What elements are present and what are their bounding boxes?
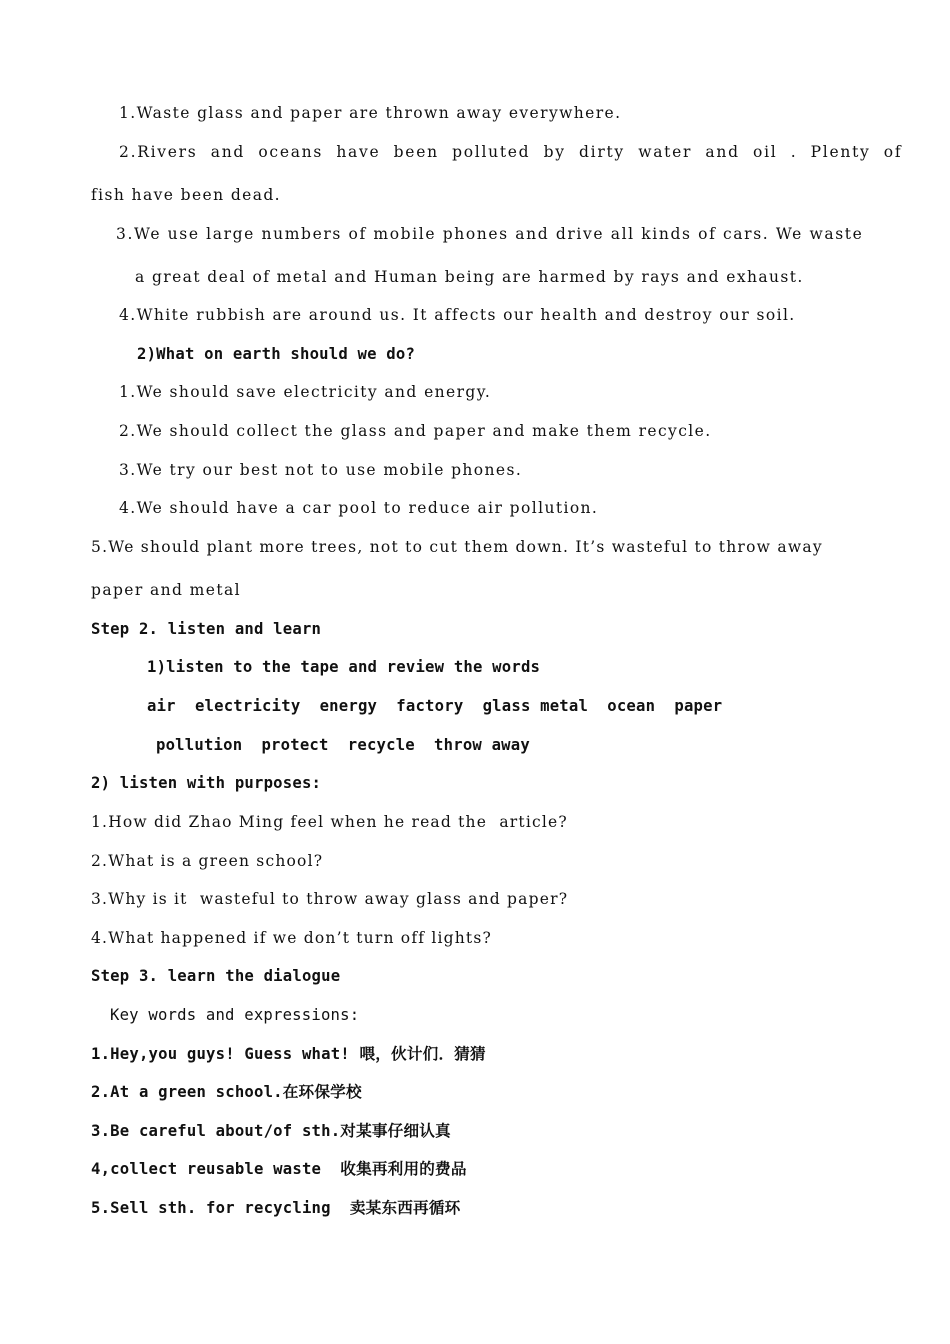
solution-item-5: 5.We should plant more trees, not to cut them down. It’s wasteful to throw away xyxy=(91,538,823,556)
step2-heading: Step 2. listen and learn xyxy=(91,620,322,638)
step2-sub-heading-2: 2) listen with purposes: xyxy=(91,774,322,792)
what-to-do-heading: 2)What on earth should we do? xyxy=(137,345,416,363)
problem-item-4: 4.White rubbish are around us. It affects our health and destroy our soil. xyxy=(119,306,796,324)
expression-item-2: 2.At a green school.在环保学校 xyxy=(91,1083,362,1101)
expression-item-5: 5.Sell sth. for recycling 卖某东西再循环 xyxy=(91,1199,461,1217)
listening-question-1: 1.How did Zhao Ming feel when he read the article? xyxy=(91,813,568,831)
listening-question-4: 4.What happened if we don’t turn off lights? xyxy=(91,929,493,947)
vocabulary-words-line-1: air electricity energy factory glass metal ocean paper xyxy=(147,697,723,715)
vocabulary-words-line-2: pollution protect recycle throw away xyxy=(156,736,530,754)
expression-item-1: 1.Hey,you guys! Guess what! 喂，伙计们．猜猜 xyxy=(91,1045,486,1063)
solution-item-1: 1.We should save electricity and energy. xyxy=(119,383,492,401)
solution-item-3: 3.We try our best not to use mobile phones. xyxy=(119,461,523,479)
expression-item-3: 3.Be careful about/of sth.对某事仔细认真 xyxy=(91,1122,451,1140)
problem-item-3: 3.We use large numbers of mobile phones and drive all kinds of cars. We waste xyxy=(116,225,864,243)
problem-item-2-continued: fish have been dead. xyxy=(91,186,282,204)
problem-item-2: 2.Rivers and oceans have been polluted by dirty water and oil . Plenty of xyxy=(119,143,903,161)
solution-item-2: 2.We should collect the glass and paper and make them recycle. xyxy=(119,422,712,440)
expression-item-4: 4,collect reusable waste 收集再利用的费品 xyxy=(91,1160,467,1178)
problem-item-3-continued: a great deal of metal and Human being are harmed by rays and exhaust. xyxy=(135,268,804,286)
listening-question-2: 2.What is a green school? xyxy=(91,852,324,870)
problem-item-1: 1.Waste glass and paper are thrown away everywhere. xyxy=(119,104,622,122)
listening-question-3: 3.Why is it wasteful to throw away glass and paper? xyxy=(91,890,569,908)
solution-item-5-continued: paper and metal xyxy=(91,581,241,599)
key-expressions-heading: Key words and expressions: xyxy=(110,1006,360,1024)
step2-sub-heading-1: 1)listen to the tape and review the words xyxy=(147,658,541,676)
solution-item-4: 4.We should have a car pool to reduce air pollution. xyxy=(119,499,599,517)
step3-heading: Step 3. learn the dialogue xyxy=(91,967,341,985)
